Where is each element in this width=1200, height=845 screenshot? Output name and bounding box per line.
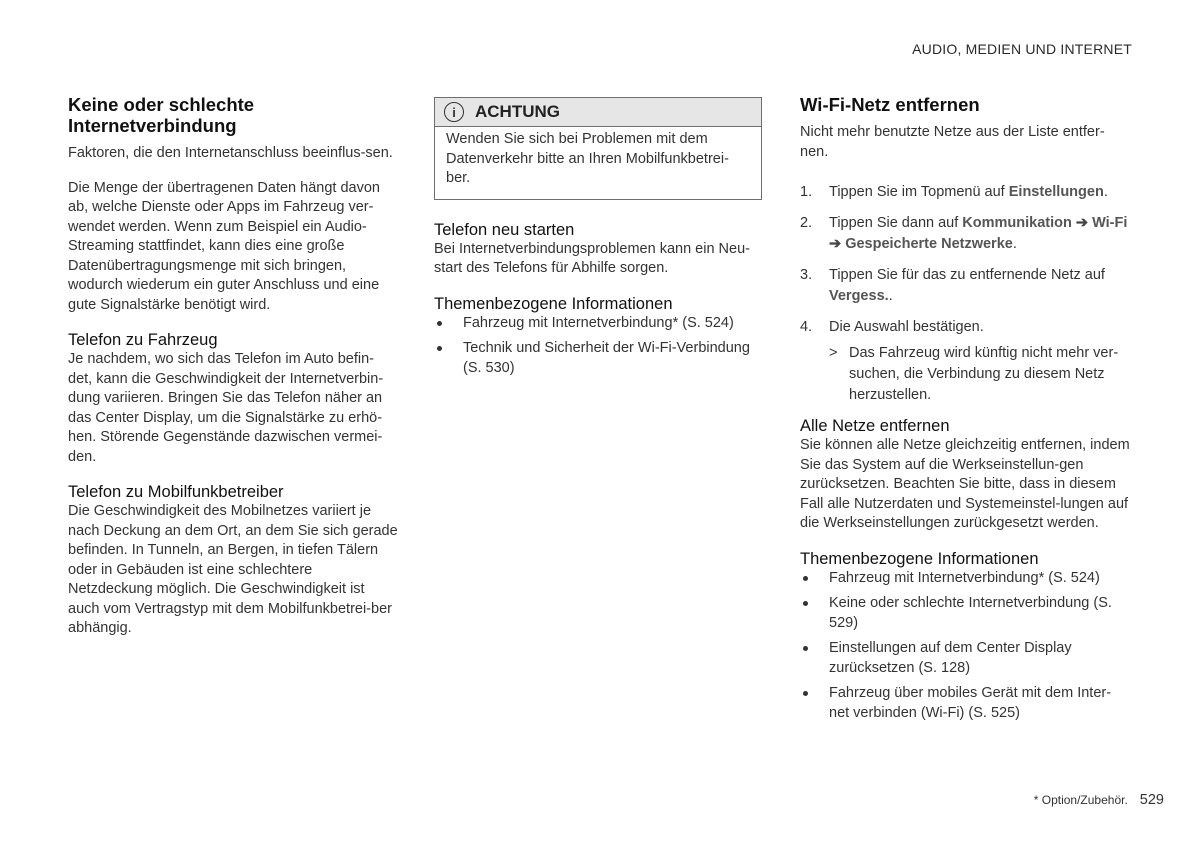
ui-label-wifi: Wi-Fi — [1092, 215, 1128, 231]
subheading-restart-phone: Telefon neu starten — [434, 220, 575, 239]
page-footer — [1034, 792, 1164, 808]
related-links-list — [800, 569, 1130, 724]
footnote-option-accessory: * Option/Zubehör. — [1033, 793, 1128, 807]
caution-title: ACHTUNG — [475, 102, 560, 121]
subheading-phone-to-carrier: Telefon zu Mobilfunkbetreiber — [68, 483, 284, 501]
phone-to-carrier-text: Die Geschwindigkeit des Mobilnetzes variiert je nach Deckung an dem Ort, an dem Sie sich gerade befinden. In Tunneln, an Bergen, in tiefen Tälern oder in Gebäuden ist eine schlechtere Netzdeckung möglich. Die Geschwindigkeit ist auch vom Vertragstyp mit dem Mobilfunkbetrei-ber abhängig. — [68, 503, 398, 636]
info-icon: i — [444, 102, 464, 122]
intro-text: Nicht mehr benutzte Netze aus der Liste entfer-nen. — [800, 124, 1105, 160]
steps-list — [800, 182, 1130, 406]
step-item: 2. Tippen Sie dann auf Kommunikation ➔ Wi-Fi ➔ Gespeicherte Netzwerke. — [800, 215, 1128, 252]
related-link[interactable]: Keine oder schlechte Internetverbindung (S. 529) — [800, 594, 1130, 633]
step-item — [800, 317, 1130, 406]
ui-label-settings: Einstellungen — [1008, 184, 1104, 200]
step-number: 4. — [800, 319, 813, 335]
remove-all-text: Sie können alle Netze gleichzeitig entfernen, indem Sie das System auf die Werkseinstellun-gen zurücksetzen. Beachten Sie bitte, dass in diesem Fall alle Nutzerdaten und Systemeinstel-lungen auf die Werkseinstellungen zurückgesetzt werden. — [800, 437, 1130, 531]
arrow-right-icon: ➔ — [829, 236, 842, 252]
step-number: 3. — [800, 267, 813, 283]
subheading-remove-all: Alle Netze entfernen — [800, 417, 950, 435]
running-header: AUDIO, MEDIEN UND INTERNET — [912, 41, 1132, 57]
ui-label-forget: Vergess. — [829, 288, 889, 304]
step-text: Tippen Sie für das zu entfernende Netz auf — [829, 267, 1105, 283]
step-item: 3. Tippen Sie für das zu entfernende Netz auf Vergess.. — [800, 267, 1105, 304]
ui-label-communication: Kommunikation — [962, 215, 1072, 231]
phone-to-car-text: Je nachdem, wo sich das Telefon im Auto befin-det, kann die Geschwindigkeit der Internetverbin-dung variieren. Bringen Sie das Telefon näher an das Center Display, um die Signalstärke zu erhö-hen. Störende Gegenstände dazwischen vermei-den. — [68, 351, 384, 465]
section-title-no-internet: Keine oder schlechte Internetverbindung — [68, 94, 255, 136]
page-number: 529 — [1139, 792, 1164, 808]
related-link[interactable]: Technik und Sicherheit der Wi-Fi-Verbindung (S. 530) — [434, 339, 764, 378]
related-link[interactable]: Fahrzeug mit Internetverbindung* (S. 524) — [800, 569, 1130, 589]
restart-phone-text: Bei Internetverbindungsproblemen kann ein Neu-start des Telefons für Abhilfe sorgen. — [434, 240, 750, 276]
caution-header — [435, 98, 761, 127]
result-marker: > — [829, 345, 838, 361]
related-link[interactable]: Einstellungen auf dem Center Display zurücksetzen (S. 128) — [800, 639, 1130, 678]
step-text: Die Auswahl bestätigen. — [829, 319, 984, 335]
related-link[interactable]: Fahrzeug über mobiles Gerät mit dem Inter-net verbinden (Wi-Fi) (S. 525) — [800, 684, 1130, 723]
ui-label-saved-networks: Gespeicherte Netzwerke — [845, 236, 1013, 252]
intro-text: Faktoren, die den Internetanschluss beeinflus-sen. — [68, 145, 393, 161]
step-text: Tippen Sie im Topmenü auf — [829, 184, 1005, 200]
data-volume-paragraph: Die Menge der übertragenen Daten hängt davon ab, welche Dienste oder Apps im Fahrzeug ver-wendet werden. Wenn zum Beispiel ein Audio-Streaming stattfindet, kann dies eine große Datenübertragungsmenge mit sich bringen, wodurch wiederum ein guter Anschluss und eine gute Signalstärke benötigt wird. — [68, 179, 380, 313]
step-number: 2. — [800, 215, 813, 231]
result-text: Das Fahrzeug wird künftig nicht mehr ver-suchen, die Verbindung zu diesem Netz herzustellen. — [849, 345, 1119, 403]
caution-box — [434, 97, 762, 200]
step-text: Tippen Sie dann auf — [829, 215, 959, 231]
related-link[interactable]: Fahrzeug mit Internetverbindung* (S. 524) — [434, 314, 764, 334]
column-middle — [434, 94, 764, 384]
column-right — [800, 94, 1130, 729]
caution-text: Wenden Sie sich bei Problemen mit dem Datenverkehr bitte an Ihren Mobilfunkbetrei-ber. — [446, 131, 729, 186]
section-title-remove-wifi: Wi-Fi-Netz entfernen — [800, 94, 980, 115]
subheading-related-info: Themenbezogene Informationen — [800, 549, 1039, 568]
step-item: 1. Tippen Sie im Topmenü auf Einstellungen. — [800, 182, 1130, 203]
column-left — [68, 94, 398, 639]
step-number: 1. — [800, 184, 813, 200]
subheading-related-info: Themenbezogene Informationen — [434, 294, 673, 313]
subheading-phone-to-car: Telefon zu Fahrzeug — [68, 331, 218, 349]
arrow-right-icon: ➔ — [1075, 215, 1089, 231]
related-links-list — [434, 314, 764, 379]
step-result — [829, 343, 1130, 406]
